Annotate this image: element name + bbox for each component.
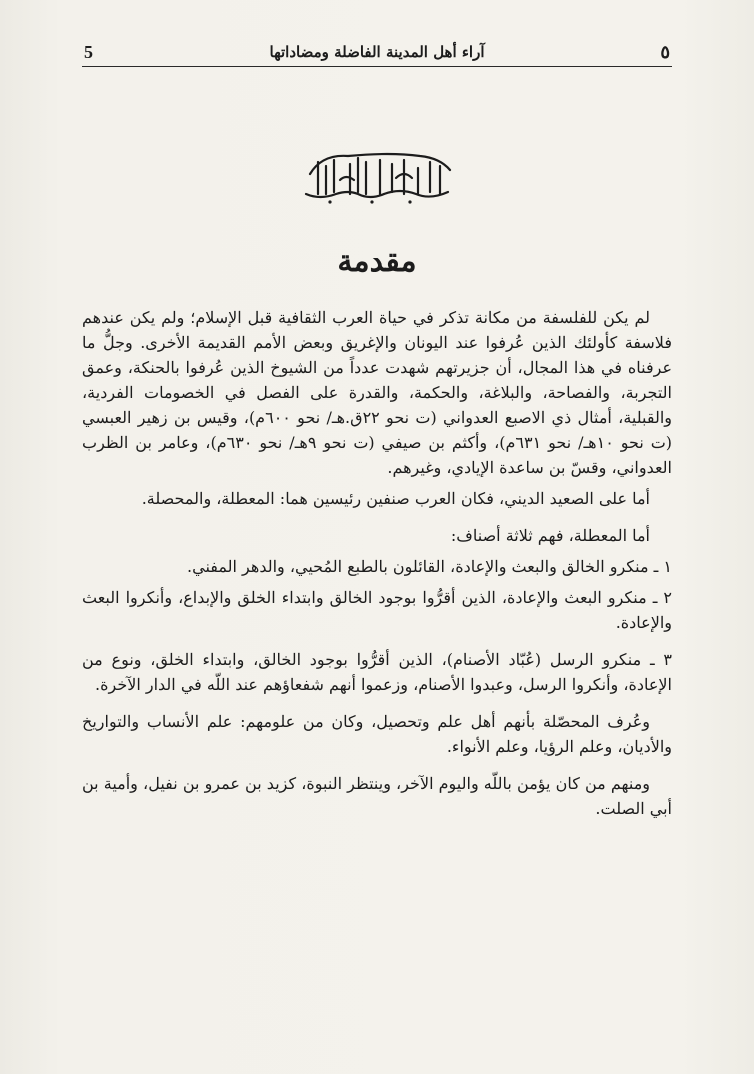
list-item-3: ٣ ـ منكرو الرسل (عُبّاد الأصنام)، الذين أقرُّوا بوجود الخالق، وابتداء الخلق، ونوع من الإعادة، وأنكروا الرسل، وعبدوا الأصنام، وزعموا أنهم شفعاؤهم عند اللّه في الدار الآخرة. [82,650,672,694]
page-header [82,40,672,67]
paragraph-religion: أما على الصعيد الديني، فكان العرب صنفين رئيسين هما: المعطلة، والمحصلة. [141,489,650,508]
bismillah-calligraphy [300,150,454,206]
page-title: مقدمة [337,244,417,279]
paragraph-muattila: أما المعطلة، فهم ثلاثة أصناف: [450,526,650,545]
list-item-2: ٢ ـ منكرو البعث والإعادة، الذين أقرُّوا بوجود الخالق وابتداء الخلق والإبداع، وأنكروا البعث والإعادة. [82,588,672,632]
paragraph-believers: ومنهم من كان يؤمن باللّه واليوم الآخر، وينتظر النبوة، كزيد بن عمرو بن نفيل، وأمية بن أبي الصلت. [82,774,672,818]
paragraph-muhassila: وعُرف المحصّلة بأنهم أهل علم وتحصيل، وكان من علومهم: علم الأنساب والتواريخ والأديان، وعلم الرؤيا، وعلم الأنواء. [82,712,672,756]
list-item-1: ١ ـ منكرو الخالق والبعث والإعادة، القائلون بالطبع المُحيي، والدهر المفني. [187,557,672,576]
paragraph-intro: لم يكن للفلسفة من مكانة تذكر في حياة العرب الثقافية قبل الإسلام؛ ولم يكن عندهم فلاسفة كأولئك الذين عُرفوا عند اليونان والإغريق وبعض الأمم القديمة الأخرى. وجلُّ ما عرفناه في هذا المجال، أن جزيرتهم شهدت عدداً من الشيوخ الذين عُرفوا بالحنكة، وعمق التجربة، والفصاحة، والبلاغة، والحكمة، والقدرة على الفصل في الخصومات الفردية، والقبلية، أمثال ذي الاصبع العدواني (ت نحو ٢٢ق.هـ/ نحو ٦٠٠م)، وقيس بن زهير العبسي (ت نحو ١٠هـ/ نحو ٦٣١م)، وأكثم بن صيفي (ت نحو ٩هـ/ نحو ٦٣٠م)، وعامر بن الظرب العدواني، وقسّ بن ساعدة الإيادي، وغيرهم. [82,308,673,477]
running-title: آراء أهل المدينة الفاضلة ومضاداتها [269,43,485,61]
page-number-arabic: ٥ [660,42,670,63]
page-number-latin: 5 [84,42,93,62]
body-text [82,305,672,821]
